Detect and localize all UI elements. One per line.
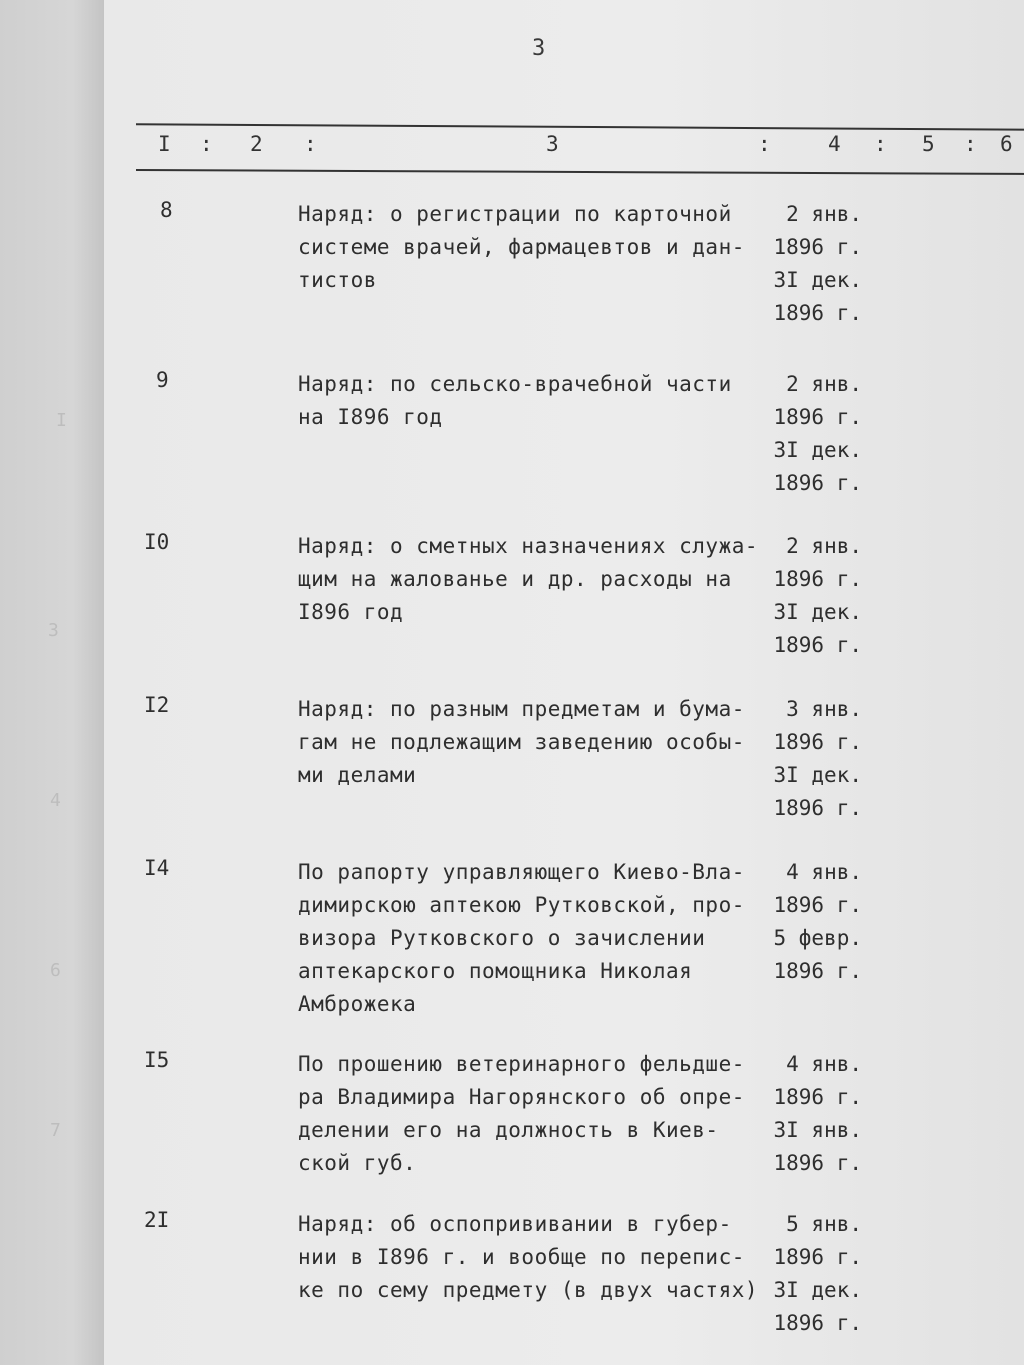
title-line: Наряд: по сельско-врачебной части — [298, 372, 732, 396]
date-line: 3I дек. — [773, 268, 862, 292]
title-line: делении его на должность в Киев- — [298, 1118, 719, 1142]
title-line: По прошению ветеринарного фельдше- — [298, 1052, 745, 1076]
row-number: I4 — [144, 856, 170, 880]
title-line: Амброжека — [298, 992, 417, 1016]
row-title — [298, 693, 760, 792]
header-col-4: 4 — [828, 132, 841, 156]
row-title — [298, 1208, 760, 1307]
row-dates — [762, 198, 862, 330]
title-line: ке по сему предмету (в двух частях) — [298, 1278, 759, 1302]
margin-mark: 4 — [50, 790, 61, 811]
row-dates — [762, 693, 862, 825]
header-rule-bottom — [136, 169, 1024, 175]
date-line: 1896 г. — [773, 567, 862, 591]
title-line: аптекарского помощника Николая — [298, 959, 693, 983]
row-dates — [762, 1048, 862, 1180]
date-line: 1896 г. — [773, 301, 862, 325]
header-rule-top — [136, 123, 1024, 130]
header-separator: : — [758, 132, 771, 156]
title-line: системе врачей, фармацевтов и дан- — [298, 235, 745, 259]
row-title — [298, 198, 760, 297]
margin-mark: 6 — [50, 960, 61, 981]
row-number: I2 — [144, 693, 170, 717]
title-line: нии в I896 г. и вообще по перепис- — [298, 1245, 745, 1269]
row-dates — [762, 1208, 862, 1340]
header-col-5: 5 — [922, 132, 935, 156]
header-col-2: 2 — [250, 132, 263, 156]
title-line: Наряд: об оспопрививании в губер- — [298, 1212, 732, 1236]
row-dates — [762, 856, 862, 988]
date-line: 1896 г. — [773, 633, 862, 657]
row-number: 2I — [144, 1208, 170, 1232]
title-line: на I896 год — [298, 405, 443, 429]
date-line: 1896 г. — [773, 1085, 862, 1109]
adjacent-page-margin — [0, 0, 105, 1365]
date-line: 1896 г. — [773, 1311, 862, 1335]
date-line: 1896 г. — [773, 730, 862, 754]
title-line: щим на жалованье и др. расходы на — [298, 567, 732, 591]
date-line: 3I янв. — [773, 1118, 862, 1142]
margin-mark: 3 — [48, 620, 59, 641]
date-line: 1896 г. — [773, 405, 862, 429]
date-line: 2 янв. — [786, 534, 862, 558]
date-line: 3I дек. — [773, 763, 862, 787]
title-line: ра Владимира Нагорянского об опре- — [298, 1085, 745, 1109]
date-line: 1896 г. — [773, 1245, 862, 1269]
row-title — [298, 368, 760, 434]
document-page — [104, 0, 1024, 1365]
row-title — [298, 1048, 760, 1180]
date-line: 3I дек. — [773, 438, 862, 462]
date-line: 2 янв. — [786, 372, 862, 396]
row-number: 9 — [156, 368, 169, 392]
title-line: I896 год — [298, 600, 404, 624]
date-line: 2 янв. — [786, 202, 862, 226]
date-line: 1896 г. — [773, 893, 862, 917]
date-line: 3 янв. — [786, 697, 862, 721]
date-line: 4 янв. — [786, 1052, 862, 1076]
header-separator: : — [200, 132, 213, 156]
date-line: 1896 г. — [773, 959, 862, 983]
title-line: ми делами — [298, 763, 417, 787]
date-line: 1896 г. — [773, 1151, 862, 1175]
row-title — [298, 530, 760, 629]
title-line: визора Рутковского о зачислении — [298, 926, 706, 950]
date-line: 1896 г. — [773, 235, 862, 259]
row-number: I0 — [144, 530, 170, 554]
title-line: тистов — [298, 268, 377, 292]
header-col-1: I — [158, 132, 171, 156]
date-line: 4 янв. — [786, 860, 862, 884]
date-line: 1896 г. — [773, 796, 862, 820]
page-number: 3 — [532, 36, 546, 61]
date-line: 3I дек. — [773, 600, 862, 624]
row-number: I5 — [144, 1048, 170, 1072]
title-line: По рапорту управляющего Киево-Вла- — [298, 860, 745, 884]
title-line: Наряд: по разным предметам и бума- — [298, 697, 745, 721]
header-separator: : — [964, 132, 977, 156]
title-line: димирскою аптекою Рутковской, про- — [298, 893, 745, 917]
date-line: 3I дек. — [773, 1278, 862, 1302]
margin-mark: I — [56, 410, 67, 431]
row-number: 8 — [160, 198, 173, 222]
date-line: 5 янв. — [786, 1212, 862, 1236]
title-line: ской губ. — [298, 1151, 417, 1175]
row-dates — [762, 530, 862, 662]
header-separator: : — [304, 132, 317, 156]
header-col-6: 6 — [1000, 132, 1013, 156]
date-line: 1896 г. — [773, 471, 862, 495]
margin-mark: 7 — [50, 1120, 61, 1141]
title-line: Наряд: о сметных назначениях служа- — [298, 534, 759, 558]
row-dates — [762, 368, 862, 500]
date-line: 5 февр. — [773, 926, 862, 950]
row-title — [298, 856, 760, 1021]
header-separator: : — [874, 132, 887, 156]
header-col-3: 3 — [546, 132, 559, 156]
title-line: Наряд: о регистрации по карточной — [298, 202, 732, 226]
title-line: гам не подлежащим заведению особы- — [298, 730, 745, 754]
